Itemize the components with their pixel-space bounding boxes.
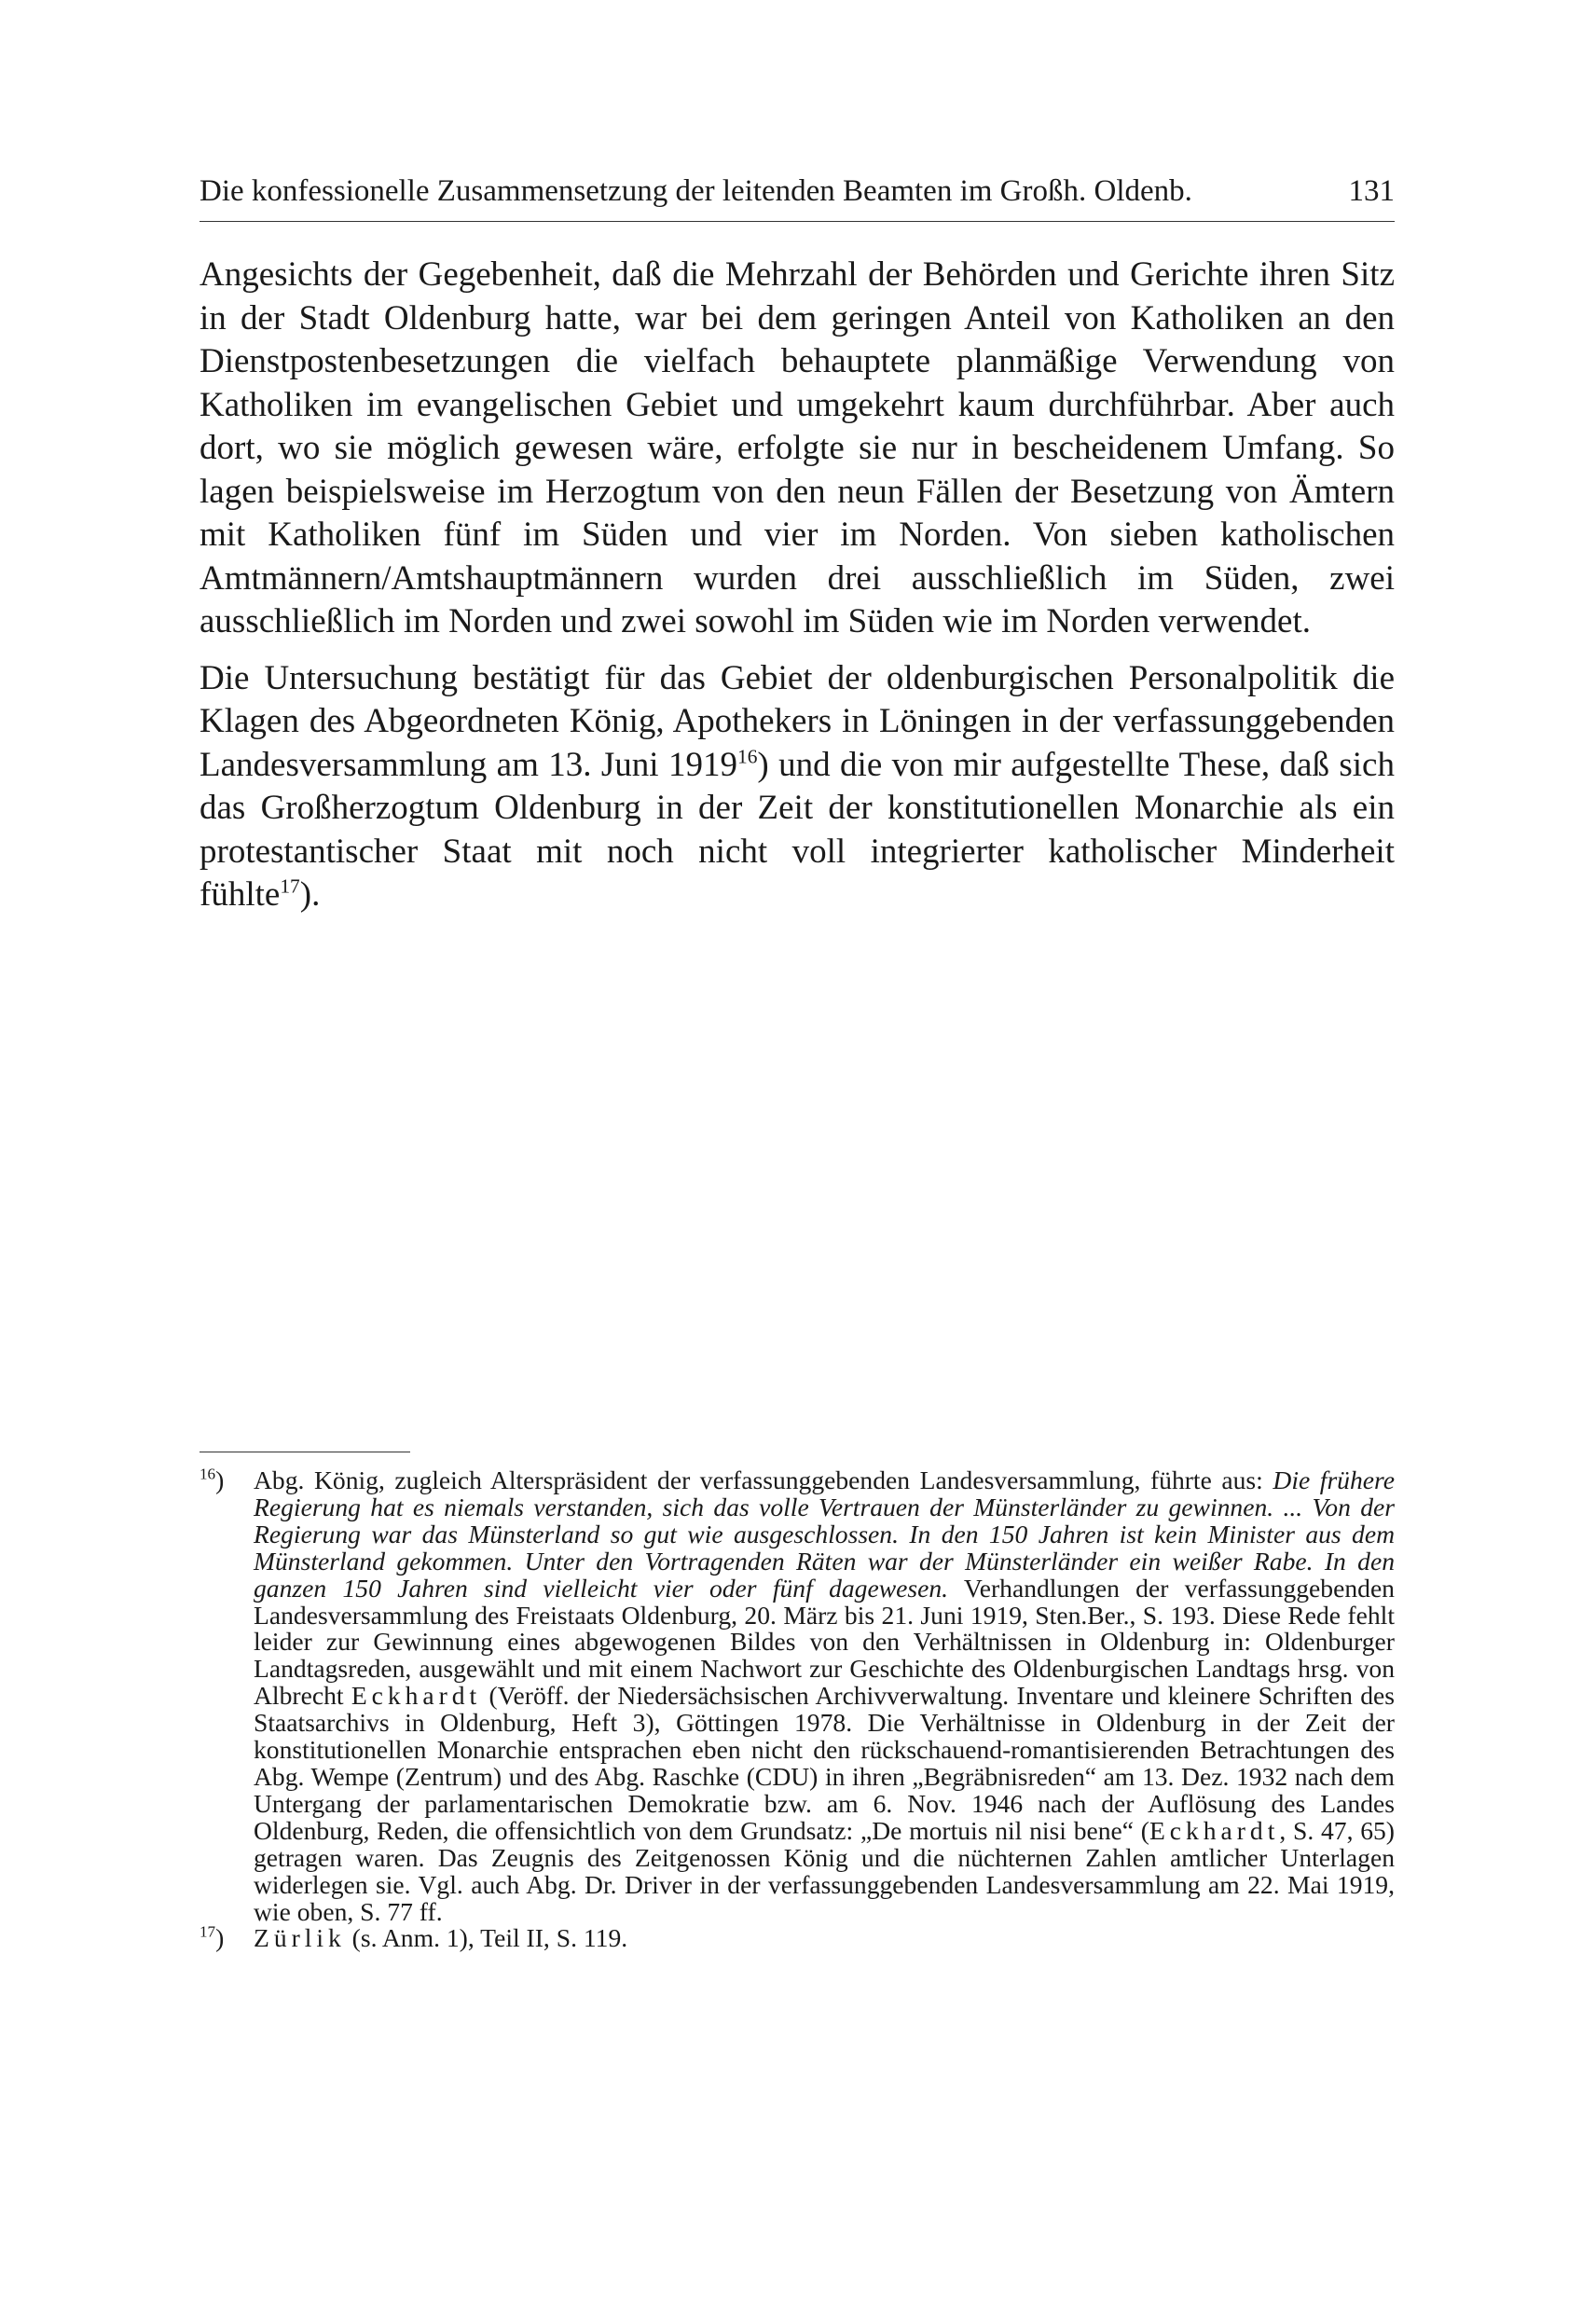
paragraph-text: ) und die von mir aufgestellte These, daß sich das Großherzogtum Oldenburg in der Zeit der konstitutionellen Monarchie als ein protestantischer Staat mit noch nicht voll integrierter katholischer Minderheit fühlte xyxy=(200,745,1395,914)
footnote-text: (s. Anm. 1), Teil II, S. 119. xyxy=(345,1923,628,1953)
author-name: Zürlik xyxy=(254,1923,346,1953)
footnote-ref: 17 xyxy=(280,874,300,898)
footnote-ref: 16 xyxy=(736,745,758,768)
footnote-17 xyxy=(200,1922,1395,1953)
footnotes xyxy=(200,1467,1395,1952)
header-rule xyxy=(200,221,1395,222)
paragraph-text: ). xyxy=(299,875,321,914)
paragraph: Angesichts der Gegebenheit, daß die Mehrzahl der Behörden und Gerichte ihren Sitz in der Stadt Oldenburg hatte, war bei dem geringen Anteil von Katholiken an den Dienstpostenbesetzungen die vielfach behauptete planmäßige Verwendung von Katholiken im evangelischen Gebiet und umgekehrt kaum durchführbar. Aber auch dort, wo sie möglich gewesen wäre, erfolgte sie nur in bescheidenem Umfang. So lagen beispielsweise im Herzogtum von den neun Fällen der Besetzung von Ämtern mit Katholiken fünf im Süden und vier im Norden. Von sieben katholischen Amtmännern/Amtshauptmännern wurden drei ausschließlich im Süden, zwei ausschließlich im Norden und zwei sowohl im Süden wie im Norden verwendet. xyxy=(200,255,1395,640)
running-header xyxy=(200,168,1395,214)
footnote-quote: Die frühere Regierung hat es niemals verstanden, sich das volle Vertrauen der Münsterländer zu gewinnen. ... Von der Regierung war das Münsterland so gut wie ausgeschlossen. In den 150 Jahren ist kein Minister aus dem Münsterland gekommen. Unter den Vortragenden Räten war der Münsterländer ein weißer Rabe. In den ganzen 150 Jahren sind vielleicht vier oder fünf dagewesen. xyxy=(254,1466,1395,1603)
author-name: Eckhardt xyxy=(351,1681,482,1711)
footnote-text: , S. 47, 65) getragen waren. Das Zeugnis des Zeitgenossen König und die nüchternen Zahlen amtlicher Unterlagen widerlegen sie. Vgl. auch Abg. Dr. Driver in der verfassunggebenden Landesversammlung am 22. Mai 1919, wie oben, S. 77 ff. xyxy=(254,1815,1395,1926)
footnote-marker: $^{17}$) xyxy=(200,1922,225,1953)
footnote-text: (Veröff. der Niedersächsischen Archivverwaltung. Inventare und kleinere Schriften des Staatsarchivs in Oldenburg, Heft 3), Göttingen 1978. Die Verhältnisse in Oldenburg in der Zeit der konstitutionellen Monarchie entsprachen eben nicht den rückschauend-romantisierenden Betrachtungen des Abg. Wempe (Zentrum) und des Abg. Raschke (CDU) in ihren „Begräbnisreden“ am 13. Dez. 1932 nach dem Untergang der parlamentarischen Demokratie bzw. am 6. Nov. 1946 nach der Auflösung des Landes Oldenburg, Reden, die offensichtlich von dem Grundsatz: „De mortuis nil nisi bene“ ( xyxy=(254,1681,1395,1845)
footnote-text: Abg. König, zugleich Alterspräsident der verfassunggebenden Landesversammlung, führte aus: xyxy=(254,1466,1273,1494)
paragraph-text: Die Untersuchung bestätigt für das Gebiet der oldenburgischen Personalpolitik die Klagen des Abgeordneten König, Apothekers in Löningen in der verfassunggebenden Landesversammlung am 13. Juni 1919 xyxy=(200,658,1395,784)
paragraph xyxy=(200,657,1395,917)
footnote-text: Verhandlungen der verfassunggebenden Landesversammlung des Freistaats Oldenburg, 20. März bis 21. Juni 1919, Sten.Ber., S. 193. Diese Rede fehlt leider zur Gewinnung eines abgewogenen Bildes von den Verhältnissen in Oldenburg in: Oldenburger Landtagsreden, ausgewählt und mit einem Nachwort zur Geschichte des Oldenburgischen Landtags hrsg. von Albrecht xyxy=(254,1573,1395,1711)
author-name: Eckhardt xyxy=(1149,1815,1280,1845)
main-text xyxy=(200,254,1395,930)
page-number: 131 xyxy=(1348,174,1395,208)
footnote-16 xyxy=(200,1467,1395,1925)
running-title: Die konfessionelle Zusammensetzung der leitenden Beamten im Großh. Oldenb. xyxy=(200,174,1192,208)
footnote-marker: $^{16}$) xyxy=(200,1465,225,1494)
